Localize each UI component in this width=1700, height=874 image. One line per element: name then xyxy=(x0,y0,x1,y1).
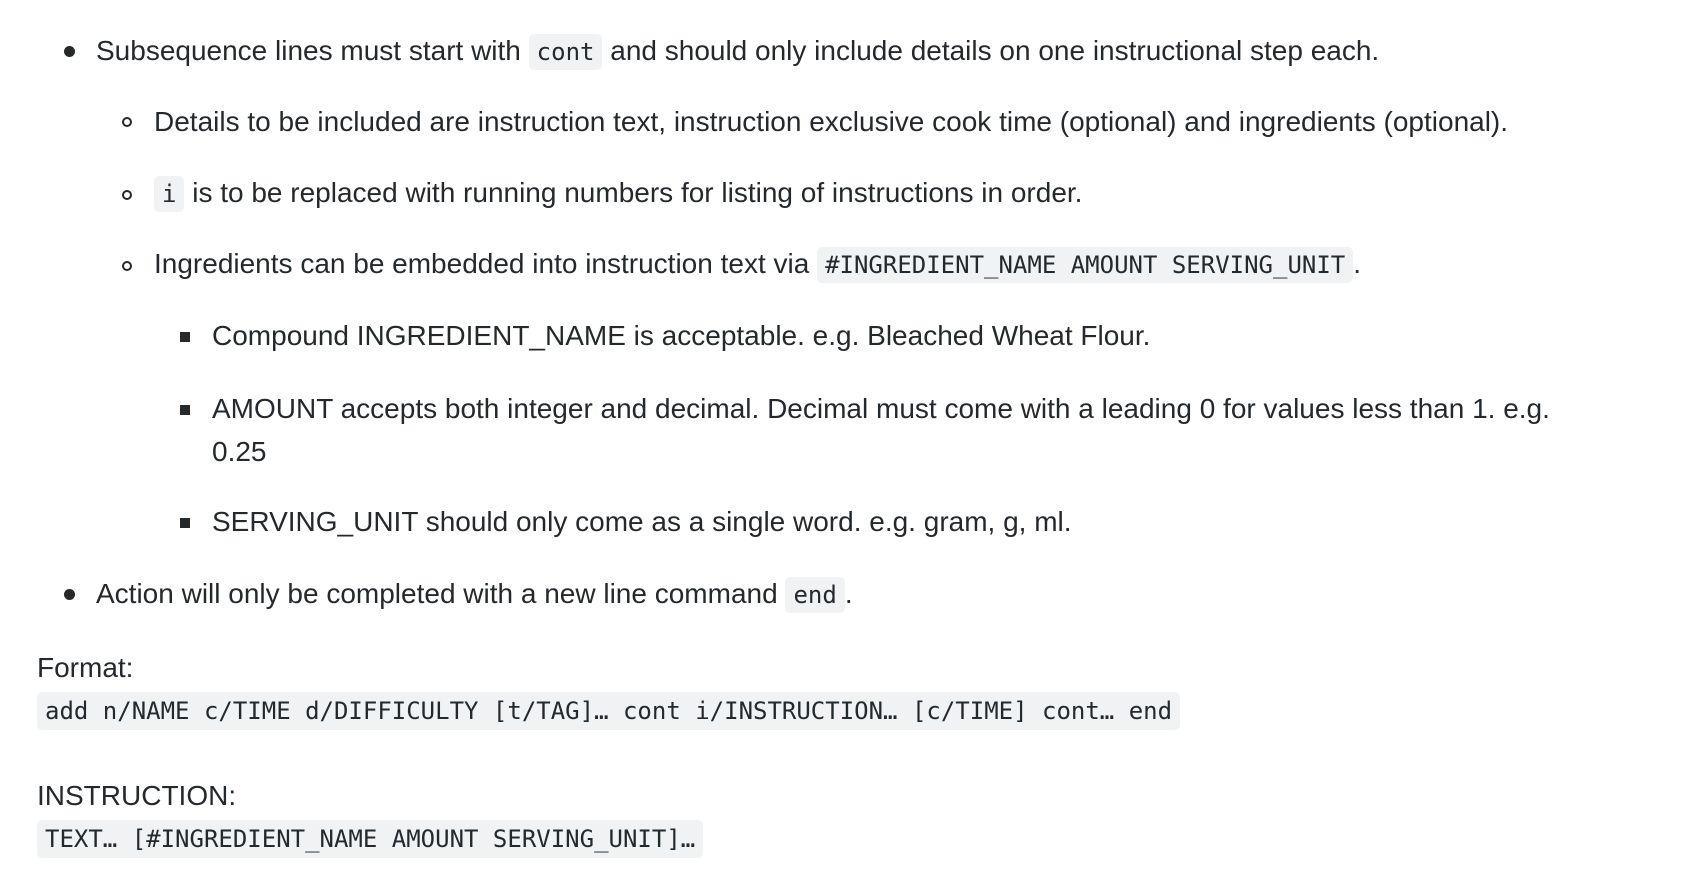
list-item-text: Action will only be completed with a new line command xyxy=(96,578,786,609)
list-item-text: Compound INGREDIENT_NAME is acceptable. e.g. Bleached Wheat Flour. xyxy=(212,320,1151,351)
list-item xyxy=(96,572,853,617)
bullet-circle-icon xyxy=(122,190,132,200)
list-item-text: . xyxy=(844,578,853,609)
inline-code: cont xyxy=(529,34,603,70)
list-item-text: Subsequence lines must start with xyxy=(96,35,529,66)
list-item-text: Details to be included are instruction text, instruction exclusive cook time (optional) and ingredients (optional). xyxy=(154,106,1509,137)
inline-code: i xyxy=(154,176,184,212)
bullet-disc-icon xyxy=(64,589,75,600)
instruction-code-block: TEXT… [#INGREDIENT_NAME AMOUNT SERVING_UNIT]… xyxy=(37,820,703,858)
inline-code: #INGREDIENT_NAME AMOUNT SERVING_UNIT xyxy=(817,247,1353,283)
list-item-text: AMOUNT accepts both integer and decimal. Decimal must come with a leading 0 for values less than 1. e.g. xyxy=(212,393,1550,424)
list-item xyxy=(212,387,1550,430)
instruction-label: INSTRUCTION: xyxy=(37,780,237,811)
bullet-square-icon xyxy=(180,332,190,342)
list-item xyxy=(154,171,1082,216)
list-item xyxy=(212,314,1150,357)
bullet-circle-icon xyxy=(122,117,132,127)
bullet-square-icon xyxy=(180,405,190,415)
list-item xyxy=(212,500,1072,543)
list-item-text: Ingredients can be embedded into instruction text via xyxy=(154,248,818,279)
list-item-continuation xyxy=(212,430,267,473)
bullet-disc-icon xyxy=(64,46,75,57)
list-item-text: . xyxy=(1353,248,1362,279)
bullet-circle-icon xyxy=(122,261,132,271)
list-item-text: and should only include details on one instructional step each. xyxy=(602,35,1380,66)
list-item-text: SERVING_UNIT should only come as a single word. e.g. gram, g, ml. xyxy=(212,506,1072,537)
bullet-square-icon xyxy=(180,518,190,528)
list-item xyxy=(96,29,1379,74)
list-item-text: 0.25 xyxy=(212,436,267,467)
format-label: Format: xyxy=(37,652,134,683)
list-item-text: is to be replaced with running numbers for listing of instructions in order. xyxy=(184,177,1083,208)
inline-code: end xyxy=(785,577,844,613)
list-item xyxy=(154,242,1361,287)
list-item xyxy=(154,100,1508,143)
format-code-block: add n/NAME c/TIME d/DIFFICULTY [t/TAG]… cont i/INSTRUCTION… [c/TIME] cont… end xyxy=(37,692,1180,730)
